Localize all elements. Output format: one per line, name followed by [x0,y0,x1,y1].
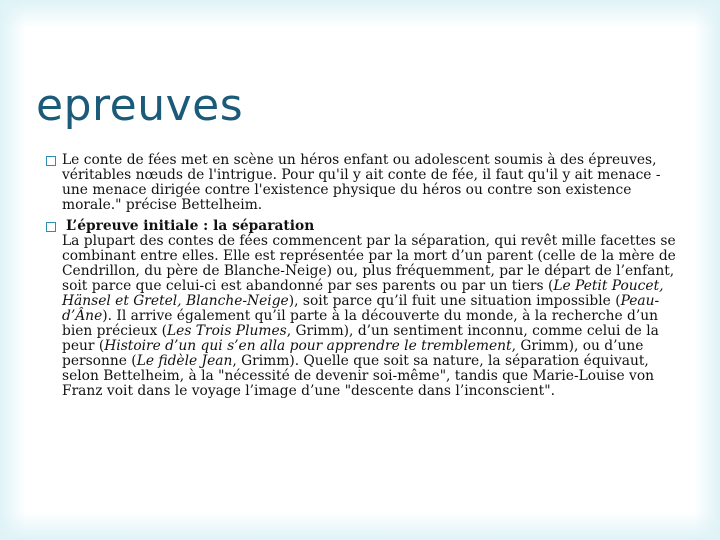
slide-content [46,153,686,399]
bullet-item-separation [46,219,686,399]
paragraph-text: , Grimm), ou d’une personne ( [62,338,644,369]
section-heading: L’épreuve initiale : la séparation [66,218,315,234]
paragraph-text: La plupart des contes de fées commencent par la séparation, qui revêt mille facettes se combinant entre elles. Elle est représentée par la mort d’un parent (celle de la mère de Cendrillon, du père de Blanche-Neige) ou, plus fréquemment, par le départ de l’enfant, soit parce que celui-ci est abandonné par ses parents ou par un tiers ( [62,233,676,294]
paragraph-text: ). Il arrive également qu’il parte à la découverte du monde, à la recherche d’un bien précieux ( [62,308,659,339]
intro-paragraph: Le conte de fées met en scène un héros enfant ou adolescent soumis à des épreuves, véritables nœuds de l'intrigue. Pour qu'il y ait conte de fée, il faut qu'il y ait menace - une menace dirigée contre l'existence physique du héros ou contre son existence morale." précise Bettelheim. [62,152,661,213]
paragraph-text: , Grimm), d’un sentiment inconnu, comme celui de la peur ( [62,323,659,354]
slide-title: epreuves [36,80,244,131]
bullet-item-intro [46,153,686,213]
separation-paragraph [62,234,686,399]
paragraph-text: ), soit parce qu’il fuit une situation impossible ( [288,293,621,309]
tale-title: Le fidèle Jean [136,353,233,369]
hollow-square-bullet-icon [46,222,56,232]
paragraph-text: , Grimm). Quelle que soit sa nature, la séparation équivaut, selon Bettelheim, à la "nécessité de devenir soi-même", tandis que Marie-Louise von Franz voit dans le voyage l’image d’une "descente dans l’inconscient". [62,353,655,399]
hollow-square-bullet-icon [46,156,56,166]
tale-title: Les Trois Plumes [167,323,287,339]
tale-title: Le Petit Poucet, Hänsel et Gretel, Blanche-Neige [62,278,664,309]
tale-title: Peau-d’Âne [62,293,660,324]
tale-title: Histoire d’un qui s’en alla pour apprendre le tremblement [104,338,512,354]
